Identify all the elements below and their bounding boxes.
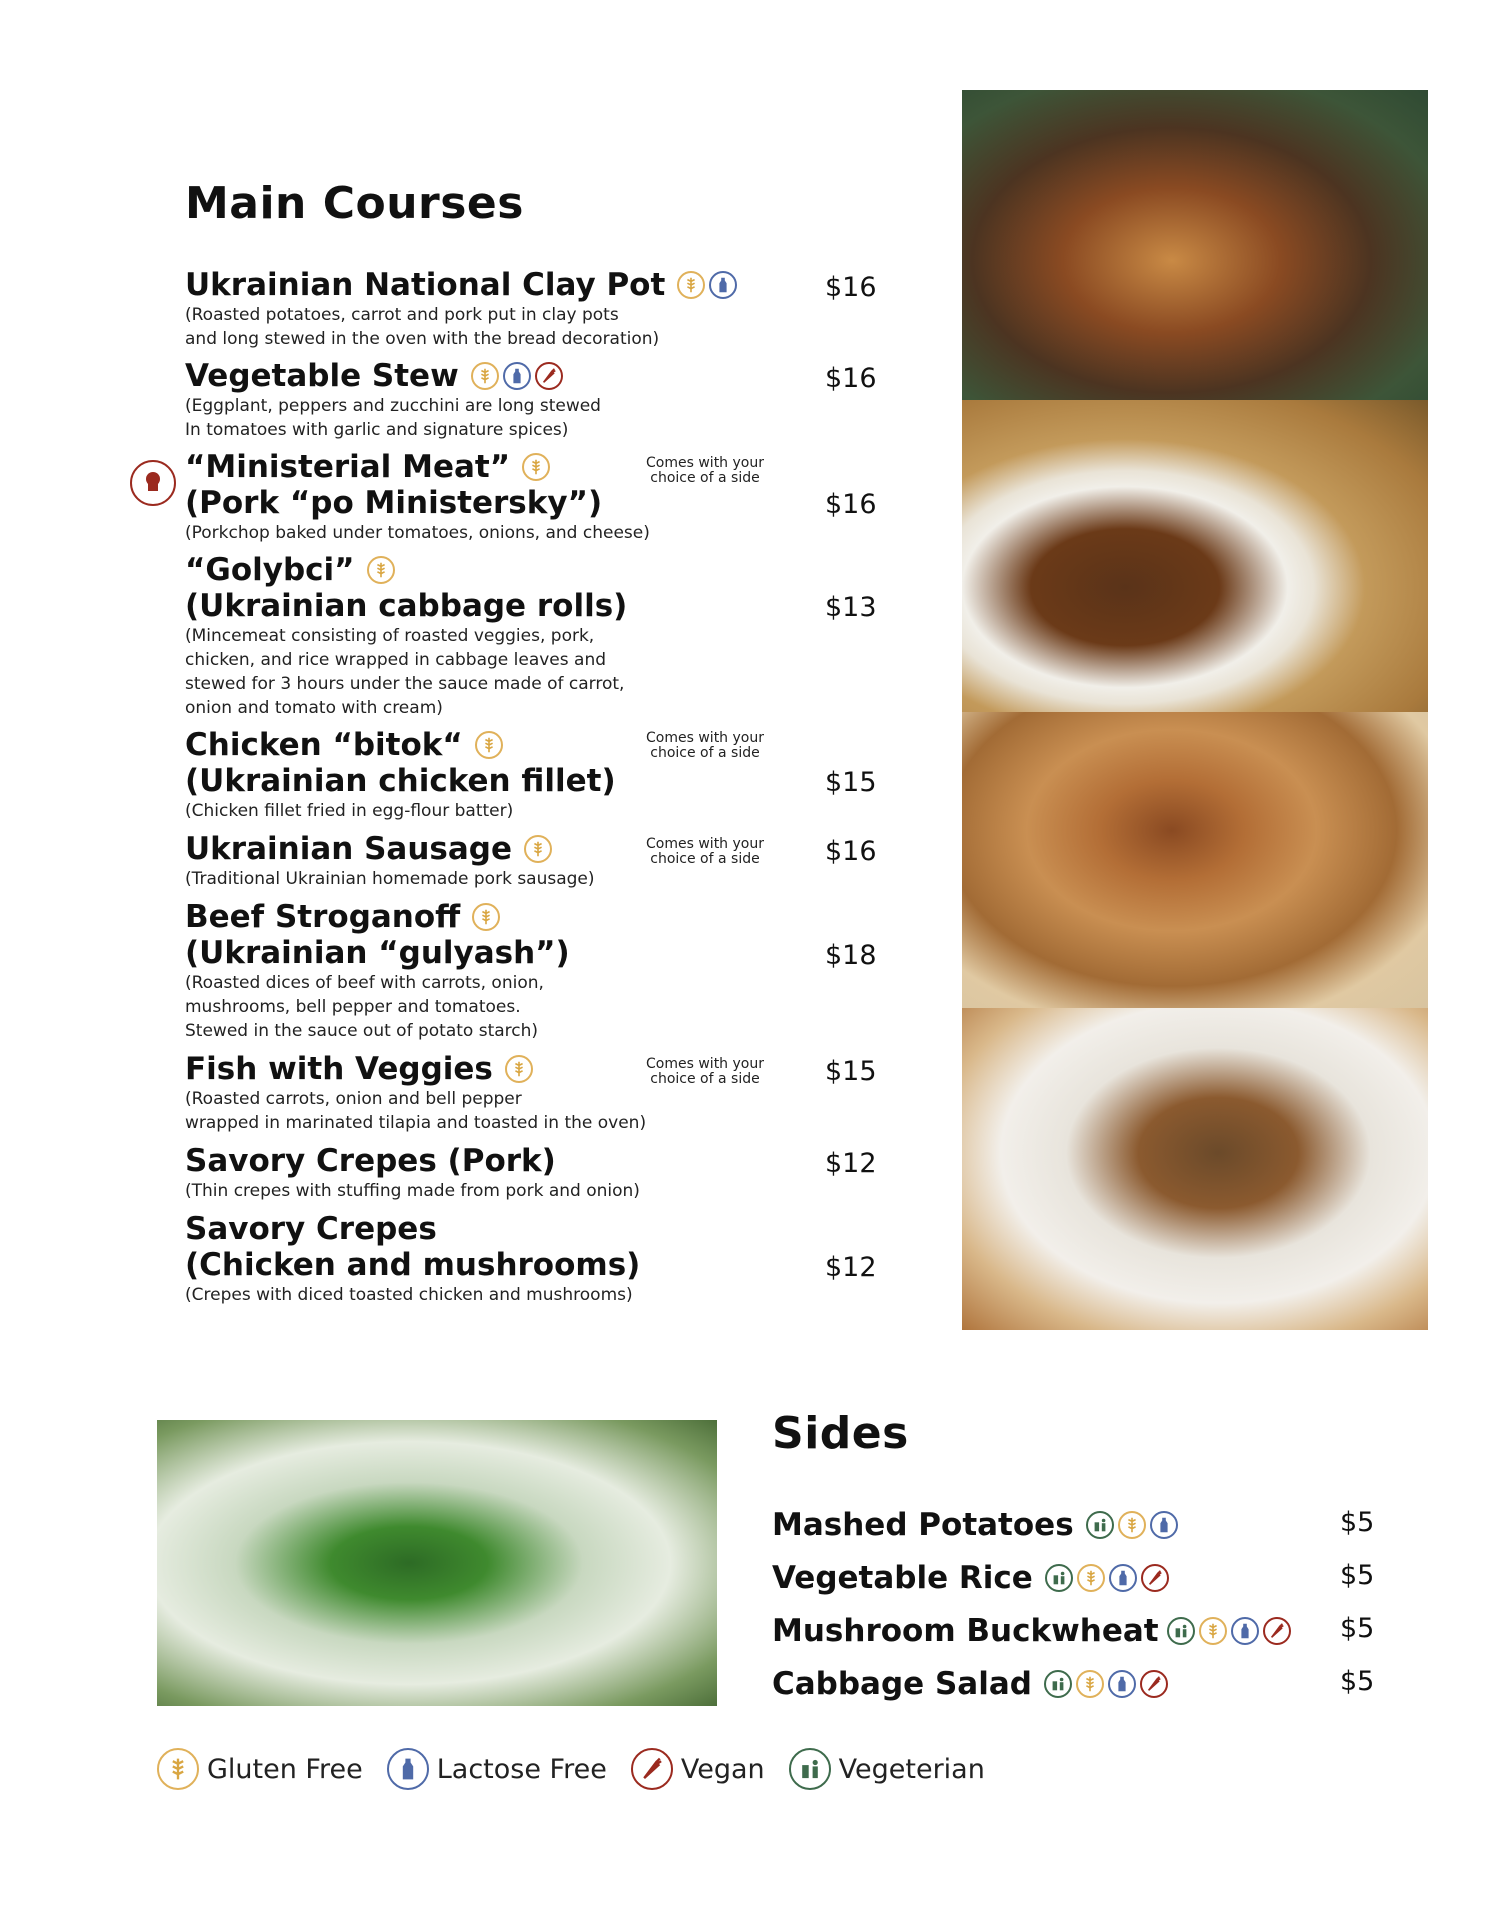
gluten-free-icon [505,1055,533,1083]
item-description: (Traditional Ukrainian homemade pork sausage) [185,869,595,889]
cabbage-salad-photo [157,1420,717,1706]
side-price: $5 [1340,1560,1375,1591]
item-description: (Crepes with diced toasted chicken and mushrooms) [185,1285,633,1305]
gluten-free-icon [677,271,705,299]
lactose-free-icon [1150,1511,1178,1539]
main-courses-title: Main Courses [185,178,524,229]
item-description: (Chicken fillet fried in egg-flour batter) [185,801,514,821]
item-name: Ukrainian Sausage [185,831,512,867]
item-icons [1045,1564,1169,1592]
legend-vegan [631,1748,765,1790]
legend-vegetarian [789,1748,985,1790]
menu-item [185,267,885,351]
item-description: (Porkchop baked under tomatoes, onions, and cheese) [185,523,650,543]
beef-stroganoff-photo [962,400,1428,712]
side-note: Comes with your choice of a side [646,455,764,486]
side-price: $5 [1340,1666,1375,1697]
item-price: $16 [825,489,877,520]
gluten-free-icon [1118,1511,1146,1539]
item-name: Savory Crepes (Pork) [185,1143,556,1179]
item-name: “Golybci” [185,552,355,588]
item-icons [677,271,737,299]
item-name: “Ministerial Meat” [185,449,511,485]
item-subname: (Chicken and mushrooms) [185,1247,641,1283]
menu-item [185,552,885,720]
side-note: Comes with your choice of a side [646,1056,764,1087]
gluten-free-icon [472,903,500,931]
gluten-free-icon [1199,1617,1227,1645]
item-icons [522,453,550,481]
gluten-free-icon [522,453,550,481]
item-price: $12 [825,1148,877,1179]
item-subname: (Ukrainian “gulyash”) [185,935,570,971]
side-name: Vegetable Rice [772,1560,1033,1596]
item-price: $12 [825,1252,877,1283]
side-name: Mashed Potatoes [772,1507,1074,1543]
cabbage-rolls-photo [962,712,1428,1008]
item-name: Beef Stroganoff [185,899,461,935]
item-description: (Roasted dices of beef with carrots, onion, mushrooms, bell pepper and tomatoes. Stewed in the sauce out of potato starch) [185,973,544,1041]
item-price: $13 [825,592,877,623]
item-icons [505,1055,533,1083]
lactose-free-icon [709,271,737,299]
item-subname: (Ukrainian cabbage rolls) [185,588,628,624]
vegan-icon [1263,1617,1291,1645]
clay-pot-photo [962,90,1428,400]
item-icons [1086,1511,1178,1539]
lactose-free-icon [503,362,531,390]
side-price: $5 [1340,1613,1375,1644]
vegan-icon [535,362,563,390]
item-name: Vegetable Stew [185,358,459,394]
gluten-free-icon [475,731,503,759]
legend-gluten-free [157,1748,363,1790]
item-subname: (Ukrainian chicken fillet) [185,763,616,799]
vegetarian-icon [1167,1617,1195,1645]
side-note: Comes with your choice of a side [646,730,764,761]
lactose-free-icon [1109,1564,1137,1592]
item-price: $16 [825,836,877,867]
item-icons [471,362,563,390]
dietary-legend [157,1748,1009,1790]
savory-crepes-photo [962,1008,1428,1330]
item-price: $15 [825,1056,877,1087]
chef-hat-icon [138,468,168,498]
legend-label: Vegan [680,1753,765,1785]
vegetarian-icon [1086,1511,1114,1539]
menu-item [185,1211,885,1307]
item-description: (Thin crepes with stuffing made from pork and onion) [185,1181,640,1201]
side-name: Mushroom Buckwheat [772,1613,1159,1649]
item-icons [475,731,503,759]
legend-lactose-free [387,1748,607,1790]
item-description: (Eggplant, peppers and zucchini are long stewed In tomatoes with garlic and signature spices) [185,396,601,440]
vegan-icon [631,1748,673,1790]
item-price: $15 [825,767,877,798]
item-description: (Roasted carrots, onion and bell pepper wrapped in marinated tilapia and toasted in the oven) [185,1089,647,1133]
side-name: Cabbage Salad [772,1666,1032,1702]
menu-item [185,1143,885,1203]
item-icons [1044,1670,1168,1698]
item-name: Savory Crepes [185,1211,437,1247]
legend-label: Gluten Free [207,1753,363,1785]
lactose-free-icon [1108,1670,1136,1698]
item-icons [1167,1617,1291,1645]
item-icons [524,835,552,863]
sides-title: Sides [772,1408,909,1459]
chefs-pick-badge [130,460,176,506]
side-price: $5 [1340,1507,1375,1538]
item-price: $16 [825,363,877,394]
gluten-free-icon [367,556,395,584]
item-name: Ukrainian National Clay Pot [185,267,666,303]
lactose-free-icon [387,1748,429,1790]
item-description: (Mincemeat consisting of roasted veggies, pork, chicken, and rice wrapped in cabbage leaves and stewed for 3 hours under the sauce made of carrot, onion and tomato with cream) [185,626,625,718]
side-item [772,1560,1377,1596]
item-name: Fish with Veggies [185,1051,493,1087]
side-note: Comes with your choice of a side [646,836,764,867]
vegetarian-icon [1045,1564,1073,1592]
lactose-free-icon [1231,1617,1259,1645]
side-item [772,1613,1377,1649]
gluten-free-icon [471,362,499,390]
vegetarian-icon [789,1748,831,1790]
vegan-icon [1141,1564,1169,1592]
vegan-icon [1140,1670,1168,1698]
vegetarian-icon [1044,1670,1072,1698]
item-price: $16 [825,272,877,303]
item-price: $18 [825,940,877,971]
gluten-free-icon [1076,1670,1104,1698]
gluten-free-icon [1077,1564,1105,1592]
menu-item [185,899,885,1043]
side-item [772,1666,1377,1702]
legend-label: Lactose Free [436,1753,607,1785]
gluten-free-icon [157,1748,199,1790]
item-name: Chicken “bitok“ [185,727,463,763]
item-subname: (Pork “po Ministersky”) [185,485,603,521]
item-icons [367,556,395,584]
legend-label: Vegeterian [838,1753,985,1785]
item-description: (Roasted potatoes, carrot and pork put in clay pots and long stewed in the oven with the bread decoration) [185,305,660,349]
side-item [772,1507,1377,1543]
gluten-free-icon [524,835,552,863]
menu-item [185,358,885,442]
item-icons [472,903,500,931]
